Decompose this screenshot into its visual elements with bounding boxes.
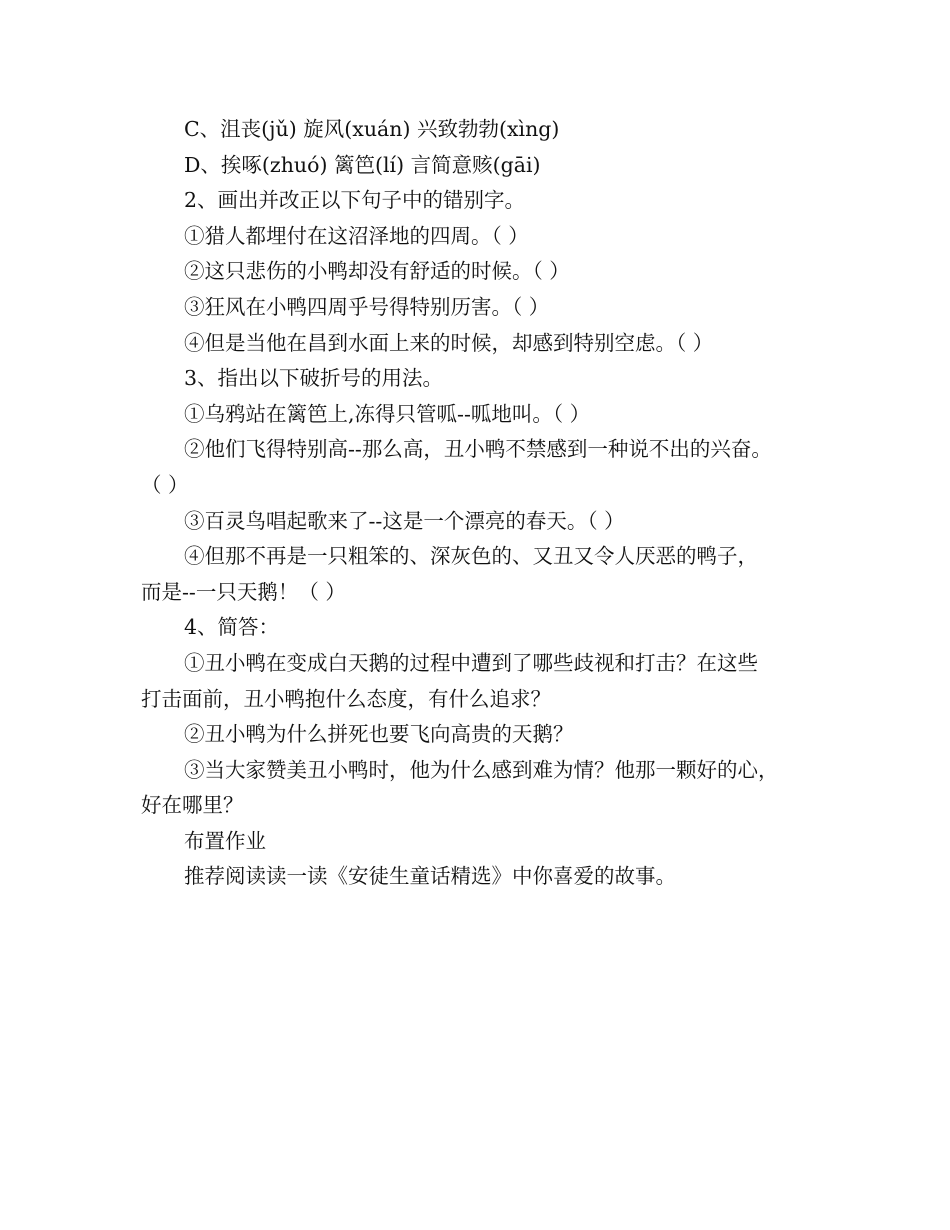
question-4-item-3-continued: 好在哪里？ xyxy=(141,793,244,818)
homework-reading: 推荐阅读读一读《安徒生童话精选》中你喜爱的故事。 xyxy=(184,864,676,889)
question-4-heading: 4、简答： xyxy=(184,615,280,640)
question-2-item-1: ①猎人都埋付在这沼泽地的四周。（ ） xyxy=(184,223,529,248)
question-3-item-3: ③百灵鸟唱起歌来了--这是一个漂亮的春天。（ ） xyxy=(184,508,625,533)
question-3-item-4: ④但那不再是一只粗笨的、深灰色的、又丑又令人厌恶的鸭子， xyxy=(184,544,758,569)
question-2-item-3: ③狂风在小鸭四周乎号得特别历害。（ ） xyxy=(184,294,550,319)
homework-heading: 布置作业 xyxy=(184,828,266,853)
question-3-heading: 3、指出以下破折号的用法。 xyxy=(184,366,444,391)
document-body xyxy=(141,112,831,895)
option-d-line: D、挨啄(zhuó) 篱笆(lí) 言简意赅(gāi) xyxy=(184,152,541,177)
question-4-item-1-continued: 打击面前，丑小鸭抱什么态度，有什么追求？ xyxy=(141,686,551,711)
question-4-item-2: ②丑小鸭为什么拼死也要飞向高贵的天鹅？ xyxy=(184,722,574,747)
option-c-line: C、沮丧(jǔ) 旋风(xuán) 兴致勃勃(xìng) xyxy=(184,117,560,141)
question-3-item-2: ②他们飞得特别高--那么高，丑小鸭不禁感到一种说不出的兴奋。 xyxy=(184,437,772,462)
question-2-item-4: ④但是当他在昌到水面上来的时候，却感到特别空虑。（ ） xyxy=(184,330,714,355)
question-2-heading: 2、画出并改正以下句子中的错别字。 xyxy=(184,188,526,213)
question-4-item-1: ①丑小鸭在变成白天鹅的过程中遭到了哪些歧视和打击？在这些 xyxy=(184,650,758,675)
question-3-item-2-continued: （ ） xyxy=(141,472,189,497)
question-3-item-1: ①乌鸦站在篱笆上,冻得只管呱--呱地叫。（ ） xyxy=(184,401,591,426)
question-2-item-2: ②这只悲伤的小鸭却没有舒适的时候。（ ） xyxy=(184,259,570,284)
question-3-item-4-continued: 而是--一只天鹅！（ ） xyxy=(141,579,346,604)
question-4-item-3: ③当大家赞美丑小鸭时，他为什么感到难为情？他那一颗好的心， xyxy=(184,757,779,782)
